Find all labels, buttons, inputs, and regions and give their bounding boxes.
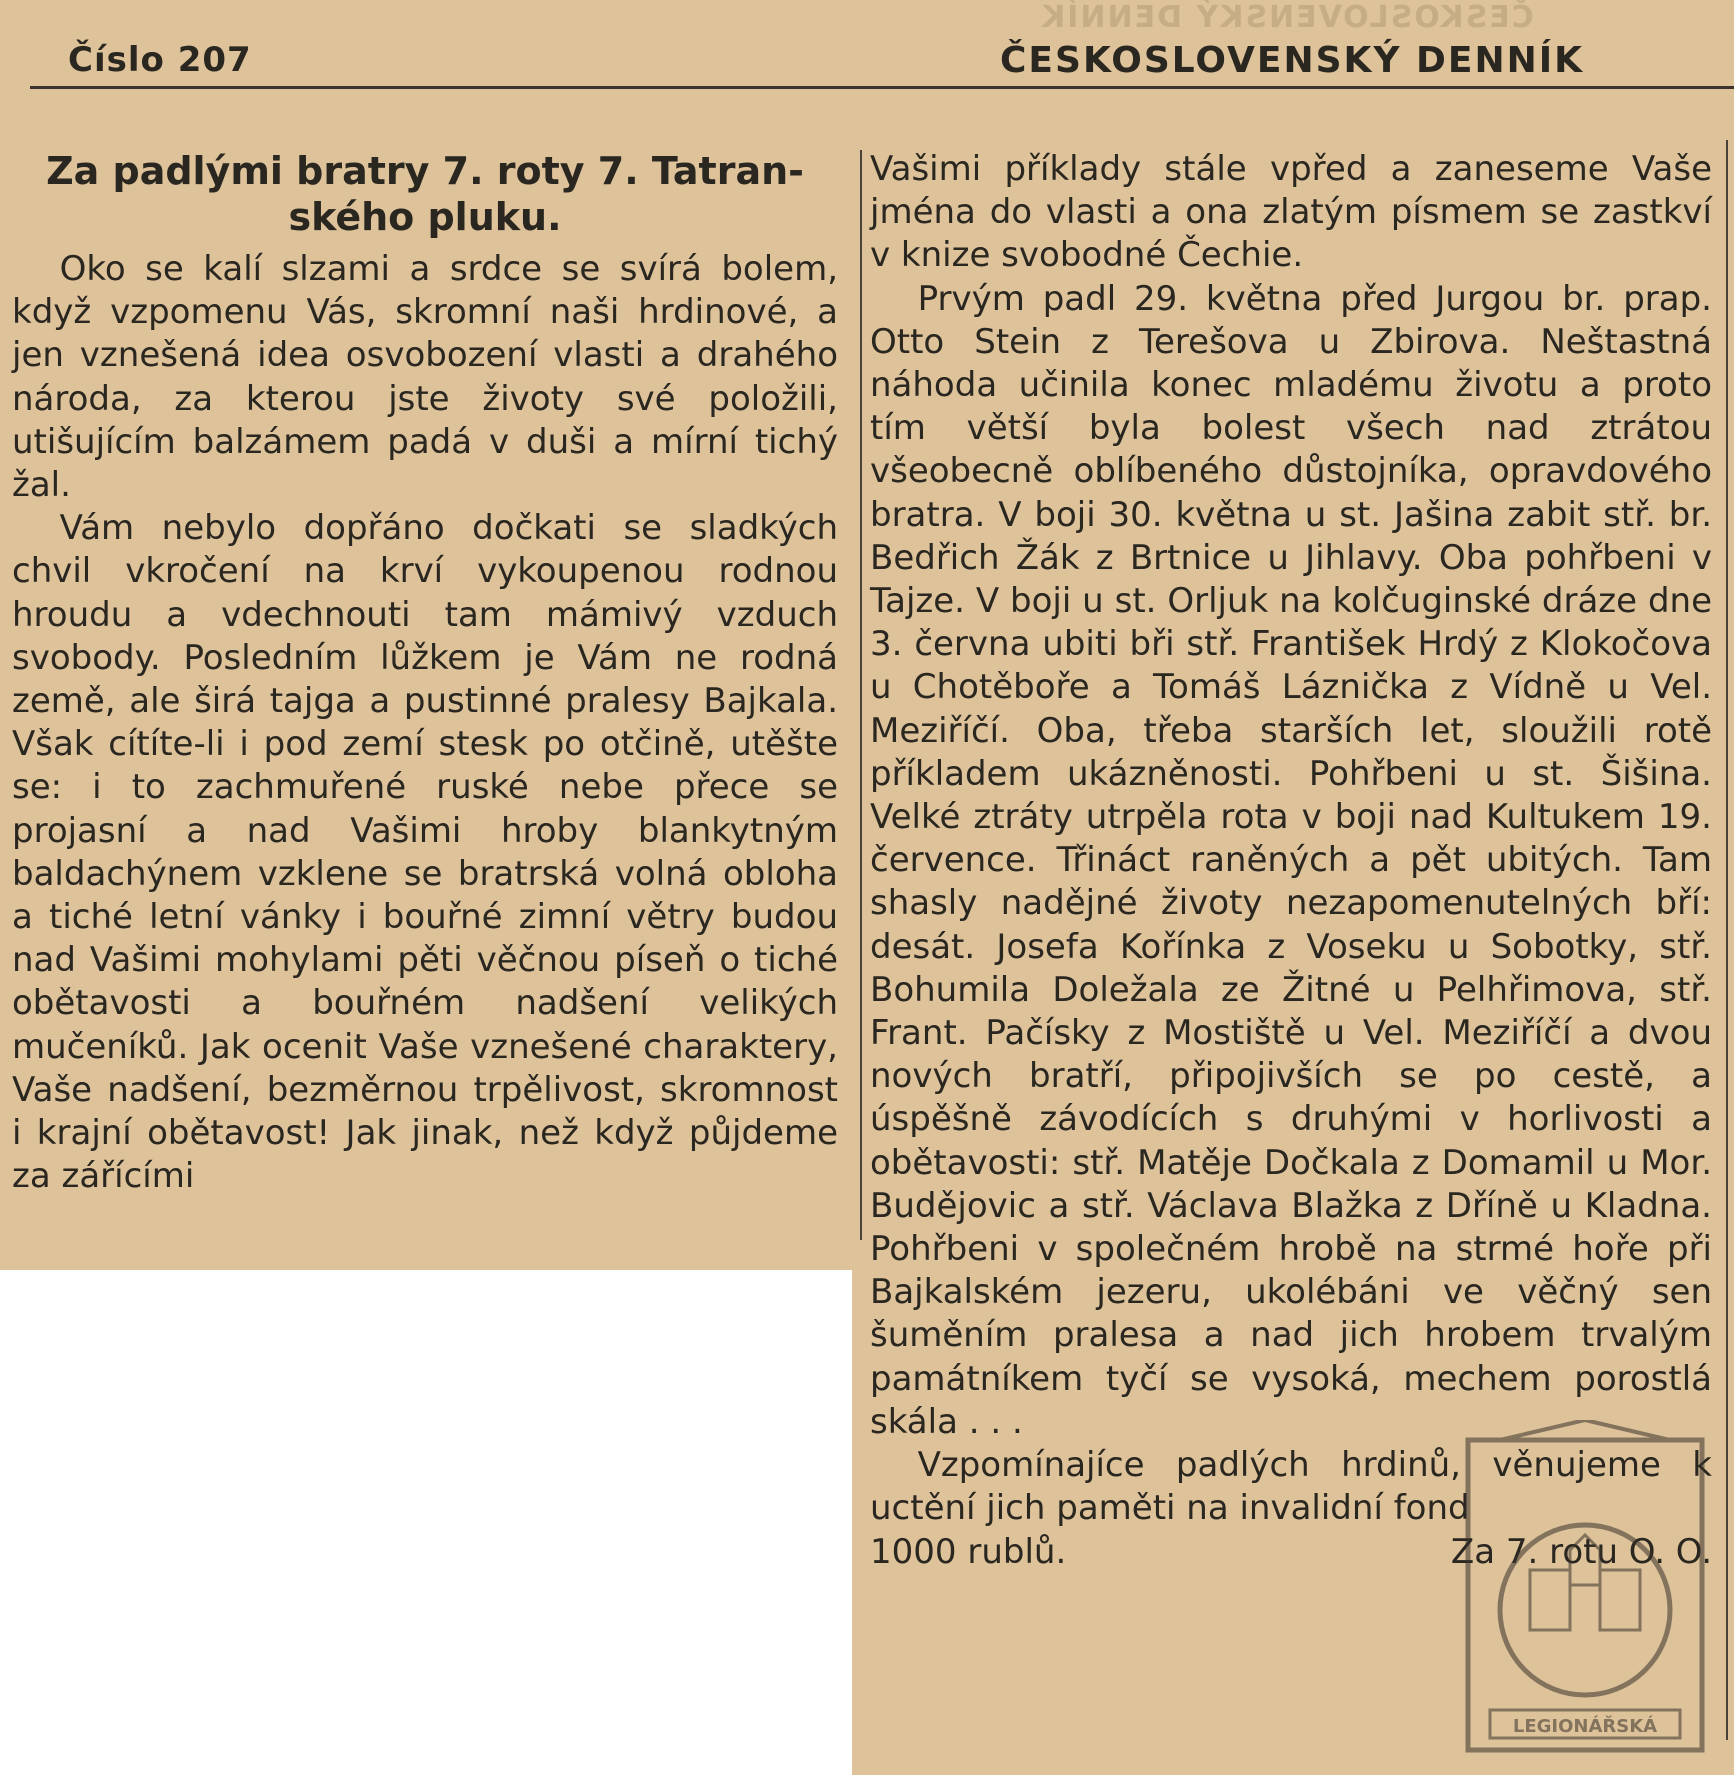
paragraph: Vám nebylo dopřáno dočkati se sladkých chvil vkročení na krví vykoupenou rodnou hroudu a vdechnouti tam mámivý vzduch svobody. Posledním lůžkem je Vám ne rodná země, ale širá tajga a pustinné pralesy Bajkala. Však cítíte-li i pod zemí stesk po otčině, utěšte se: i to zachmuřené ruské nebe přece se projasní a nad Vašimi hroby blankytným baldachýnem vzklene se bratrská volná obloha a tiché letní vánky i bouřné zimní větry budou nad Vašimi mohylami pěti věčnou píseň o tiché obětavosti a bouřném nadšení velikých mučeníků. Jak ocenit Vaše vznešené charaktery, Vaše nadšení, bezměrnou trpělivost, skromnost i krajní obětavost! Jak jinak, než když půjdeme za zářícími [12, 508, 838, 1197]
newspaper-title: ČESKOSLOVENSKÝ DENNÍK [1000, 40, 1585, 81]
column-divider-right [1726, 140, 1728, 1740]
bleed-through-text: ČESKOSLOVENSKÝ DENNÍK [1040, 0, 1534, 35]
paragraph: Oko se kalí slzami a srdce se svírá bolem, když vzpomenu Vás, skromní naši hrdinové, a jen vznešená idea osvobození vlasti a drahého národa, za kterou jste životy své položili, utišujícím balzámem padá v duši a mírní tichý žal. [12, 249, 838, 506]
stamp-text: LEGIONÁŘSKÁ [1512, 1716, 1658, 1737]
paragraph: Vašimi příklady stále vpřed a zaneseme Vaše jména do vlasti a ona zlatým písmem se zastkví v knize svobodné Čechie. [870, 149, 1712, 276]
closing-amount: 1000 rublů. [870, 1531, 1067, 1572]
closing-signature: Za 7. rotu O. O. [1450, 1531, 1712, 1572]
legion-stamp-logo [1460, 1420, 1710, 1760]
article-title-line2: ského pluku. [288, 195, 562, 239]
article-title-line1: Za padlými bratry 7. roty 7. Tatran- [46, 149, 804, 193]
issue-number: Číslo 207 [68, 40, 252, 80]
column-divider [860, 150, 862, 1240]
article-title [12, 148, 838, 240]
paragraph: Prvým padl 29. května před Jurgou br. prap. Otto Stein z Terešova u Zbirova. Neštastná náhoda učinila konec mladému životu a proto tím větší byla bolest všech nad ztrátou všeobecně oblíbeného důstojníka, opravdového bratra. V boji 30. května u st. Jašina zabit stř. br. Bedřich Žák z Brtnice u Jihlavy. Oba pohřbeni v Tajze. V boji u st. Orljuk na kolčuginské dráze dne 3. června ubiti bři stř. František Hrdý z Klokočova u Chotěboře a Tomáš Láznička z Vídně u Vel. Meziříčí. Oba, třeba starších let, sloužili rotě příkladem ukázněnosti. Pohřbeni u st. Šišina. Velké ztráty utrpěla rota v boji nad Kultukem 19. července. Třináct raněných a pět ubitých. Tam shasly nadějné životy nezapomenutelných bří: desát. Josefa Kořínka z Voseku u Sobotky, stř. Bohumila Doležala ze Žitné u Pelhřimova, stř. Frant. Pačísky z Mostiště u Vel. Meziříčí a dvou nových bratří, připojivších se po cestě, a úspěšně závodících s druhými v horlivosti a obětavosti: stř. Matěje Dočkala z Domamil u Mor. Budějovic a stř. Václava Blažka z Dříně u Kladna. Pohřbeni v společném hrobě na strmé hoře při Bajkalském jezeru, ukolébáni ve věčný sen šuměním pralesa a nad jich hrobem trvalým památníkem tyčí se vysoká, mechem porostlá skála . . . [870, 278, 1712, 1442]
paragraph: Vzpomínajíce padlých hrdinů, věnujeme k uctění jich paměti na invalidní fond [870, 1445, 1712, 1529]
header-rule [30, 86, 1734, 89]
page-header [0, 0, 1734, 95]
article-left-column [12, 148, 838, 1198]
article-right-column [870, 148, 1712, 1574]
